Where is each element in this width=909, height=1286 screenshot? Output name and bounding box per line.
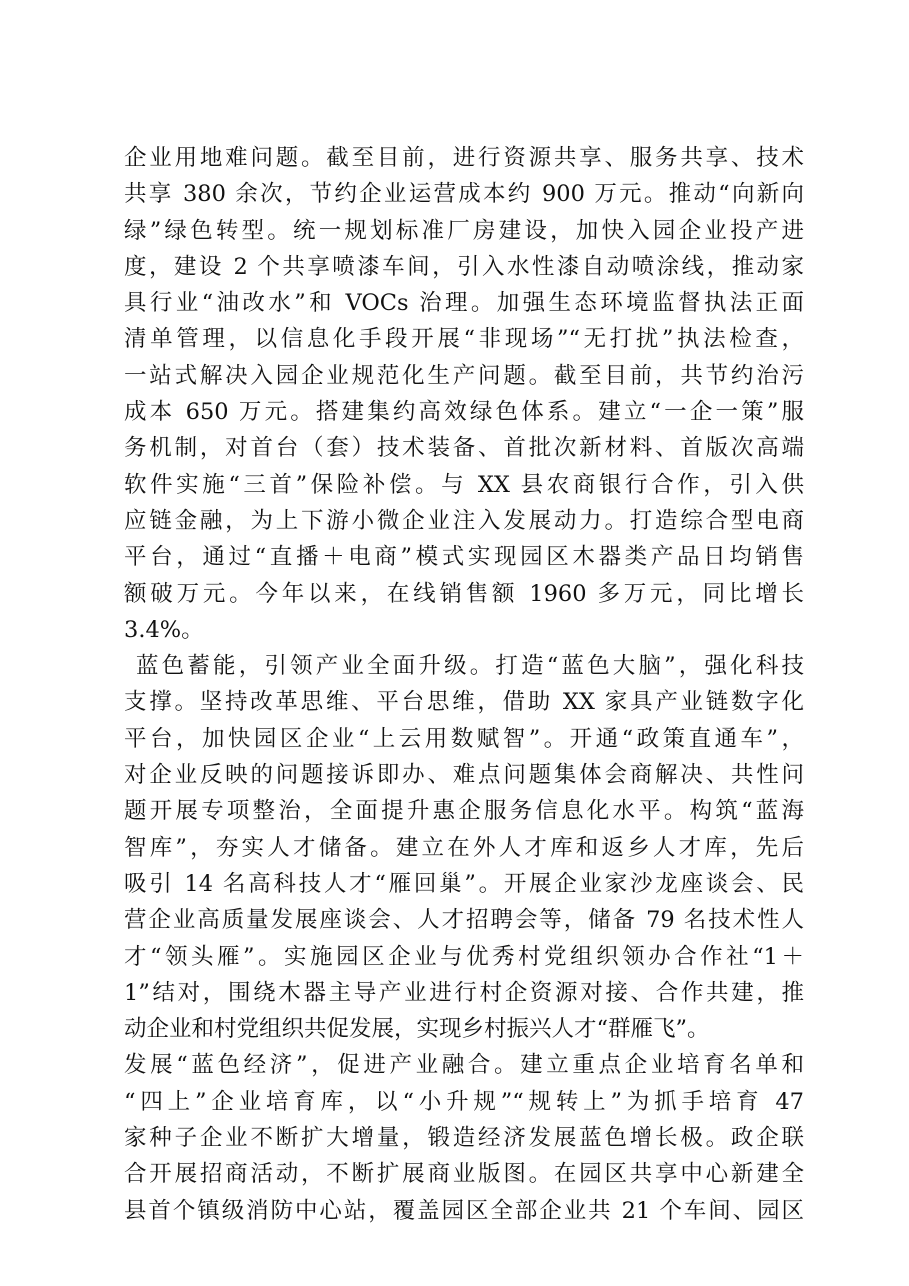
text-line: 对企业反映的问题接诉即办、难点问题集体会商解决、共性问 xyxy=(124,762,804,789)
text-line: 平台，加快园区企业“上云用数赋智”。开通“政策直通车”， xyxy=(124,725,804,752)
text-line: 额破万元。今年以来，在线销售额 1960 多万元，同比增长 xyxy=(124,580,804,607)
text-line: 具行业“油改水”和 VOCs 治理。加强生态环境监督执法正面 xyxy=(124,290,804,317)
text-line: 才“领头雁”。实施园区企业与优秀村党组织领办合作社“1＋ xyxy=(124,943,804,970)
text-line: 平台，通过“直播＋电商”模式实现园区木器类产品日均销售 xyxy=(124,544,804,571)
text-line: 清单管理，以信息化手段开展“非现场”“无打扰”执法检查， xyxy=(124,326,804,353)
text-line: 3.4%。 xyxy=(124,616,204,643)
text-line: 智库”，夯实人才储备。建立在外人才库和返乡人才库，先后 xyxy=(124,834,804,861)
text-line: 支撑。坚持改革思维、平台思维，借助 XX 家具产业链数字化 xyxy=(124,689,804,716)
text-line: 应链金融，为上下游小微企业注入发展动力。打造综合型电商 xyxy=(124,507,804,534)
text-line: 县首个镇级消防中心站，覆盖园区全部企业共 21 个车间、园区 xyxy=(124,1197,804,1224)
text-line: 成本 650 万元。搭建集约高效绿色体系。建立“一企一策”服 xyxy=(124,399,804,426)
text-line: 发展“蓝色经济”，促进产业融合。建立重点企业培育名单和 xyxy=(124,1052,804,1079)
text-line: 吸引 14 名高科技人才“雁回巢”。开展企业家沙龙座谈会、民 xyxy=(124,870,804,897)
text-line: 合开展招商活动，不断扩展商业版图。在园区共享中心新建全 xyxy=(124,1161,804,1188)
text-line: 蓝色蓄能，引领产业全面升级。打造“蓝色大脑”，强化科技 xyxy=(136,653,804,680)
text-line: 度，建设 2 个共享喷漆车间，引入水性漆自动喷涂线，推动家 xyxy=(124,253,804,280)
text-line: 营企业高质量发展座谈会、人才招聘会等，储备 79 名技术性人 xyxy=(124,907,804,934)
text-line: “四上”企业培育库，以“小升规”“规转上”为抓手培育 47 xyxy=(124,1088,804,1115)
text-line: 一站式解决入园企业规范化生产问题。截至目前，共节约治污 xyxy=(124,362,804,389)
text-line: 务机制，对首台（套）技术装备、首批次新材料、首版次高端 xyxy=(124,435,804,462)
paragraph-2 xyxy=(124,648,804,1229)
paragraph-1 xyxy=(124,140,804,648)
text-line: 共享 380 余次，节约企业运营成本约 900 万元。推动“向新向 xyxy=(124,181,804,208)
document-page xyxy=(124,140,804,1229)
text-line: 企业用地难问题。截至目前，进行资源共享、服务共享、技术 xyxy=(124,145,804,171)
text-line: 动企业和村党组织共促发展，实现乡村振兴人才“群雁飞”。 xyxy=(124,1016,710,1043)
text-line: 绿”绿色转型。统一规划标准厂房建设，加快入园企业投产进 xyxy=(124,217,804,244)
text-line: 1”结对，围绕木器主导产业进行村企资源对接、合作共建，推 xyxy=(124,979,804,1006)
text-line: 家种子企业不断扩大增量，锻造经济发展蓝色增长极。政企联 xyxy=(124,1125,804,1152)
text-line: 软件实施“三首”保险补偿。与 XX 县农商银行合作，引入供 xyxy=(124,471,804,498)
text-line: 题开展专项整治，全面提升惠企服务信息化水平。构筑“蓝海 xyxy=(124,798,804,825)
